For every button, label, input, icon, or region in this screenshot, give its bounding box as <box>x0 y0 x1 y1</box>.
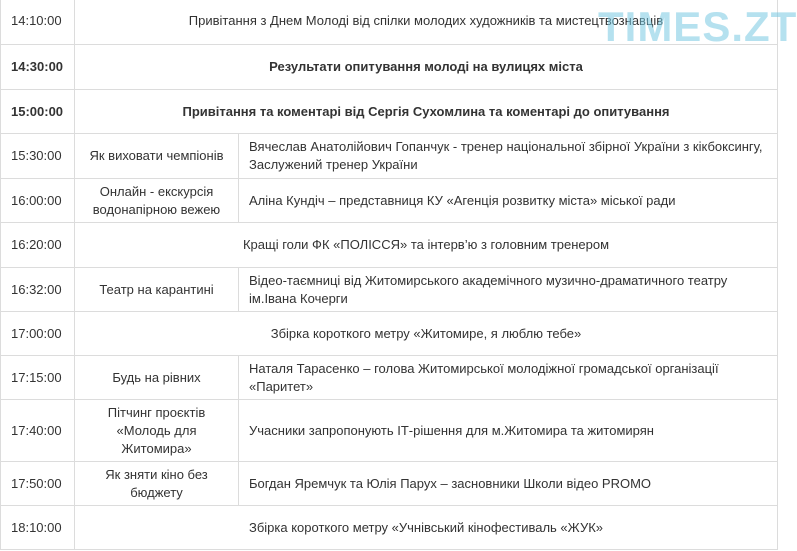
description-cell: Вячеслав Анатолійович Гопанчук - тренер національної збірної України з кікбоксингу, Заслужений тренер України <box>239 134 778 179</box>
table-row <box>1 312 778 356</box>
title-cell: Онлайн - екскурсія водонапірною вежею <box>75 179 239 223</box>
table-row <box>1 506 778 550</box>
time-cell: 18:10:00 <box>1 506 75 550</box>
time-cell: 16:00:00 <box>1 179 75 223</box>
description-cell: Учасники запропонують ІТ-рішення для м.Житомира та житомирян <box>239 400 778 462</box>
time-cell: 14:30:00 <box>1 45 75 90</box>
event-cell: Збірка короткого метру «Житомире, я люблю тебе» <box>75 312 778 356</box>
description-cell: Богдан Яремчук та Юлія Парух – засновники Школи відео PROMO <box>239 462 778 506</box>
time-cell: 15:00:00 <box>1 90 75 134</box>
time-cell: 17:15:00 <box>1 356 75 400</box>
table-row <box>1 223 778 268</box>
title-cell: Пітчинг проєктів «Молодь для Житомира» <box>75 400 239 462</box>
event-cell: Привітання з Днем Молоді від спілки молодих художників та мистецтвознавців <box>75 0 778 45</box>
event-cell: Результати опитування молоді на вулицях міста <box>75 45 778 90</box>
table-row <box>1 90 778 134</box>
time-cell: 14:10:00 <box>1 0 75 45</box>
title-cell: Театр на карантині <box>75 268 239 312</box>
description-cell: Наталя Тарасенко – голова Житомирської молодіжної громадської організації «Паритет» <box>239 356 778 400</box>
table-row <box>1 45 778 90</box>
event-cell: Збірка короткого метру «Учнівський кінофестиваль «ЖУК» <box>75 506 778 550</box>
table-row <box>1 179 778 223</box>
time-cell: 17:00:00 <box>1 312 75 356</box>
site-watermark-logo: TIMES.ZT <box>598 3 797 50</box>
title-cell: Як виховати чемпіонів <box>75 134 239 179</box>
event-cell: Привітання та коментарі від Сергія Сухомлина та коментарі до опитування <box>75 90 778 134</box>
title-cell: Будь на рівних <box>75 356 239 400</box>
time-cell: 17:50:00 <box>1 462 75 506</box>
title-cell: Як зняти кіно без бюджету <box>75 462 239 506</box>
time-cell: 17:40:00 <box>1 400 75 462</box>
event-cell: Кращі голи ФК «ПОЛІССЯ» та інтерв’ю з головним тренером <box>75 223 778 268</box>
table-row <box>1 356 778 400</box>
time-cell: 15:30:00 <box>1 134 75 179</box>
table-row <box>1 268 778 312</box>
time-cell: 16:32:00 <box>1 268 75 312</box>
table-row <box>1 400 778 462</box>
time-cell: 16:20:00 <box>1 223 75 268</box>
description-cell: Аліна Кундіч – представниця КУ «Агенція розвитку міста» міської ради <box>239 179 778 223</box>
description-cell: Відео-таємниці від Житомирського академічного музично-драматичного театру ім.Івана Кочерги <box>239 268 778 312</box>
table-row <box>1 134 778 179</box>
table-row <box>1 462 778 506</box>
table-row <box>1 0 778 45</box>
